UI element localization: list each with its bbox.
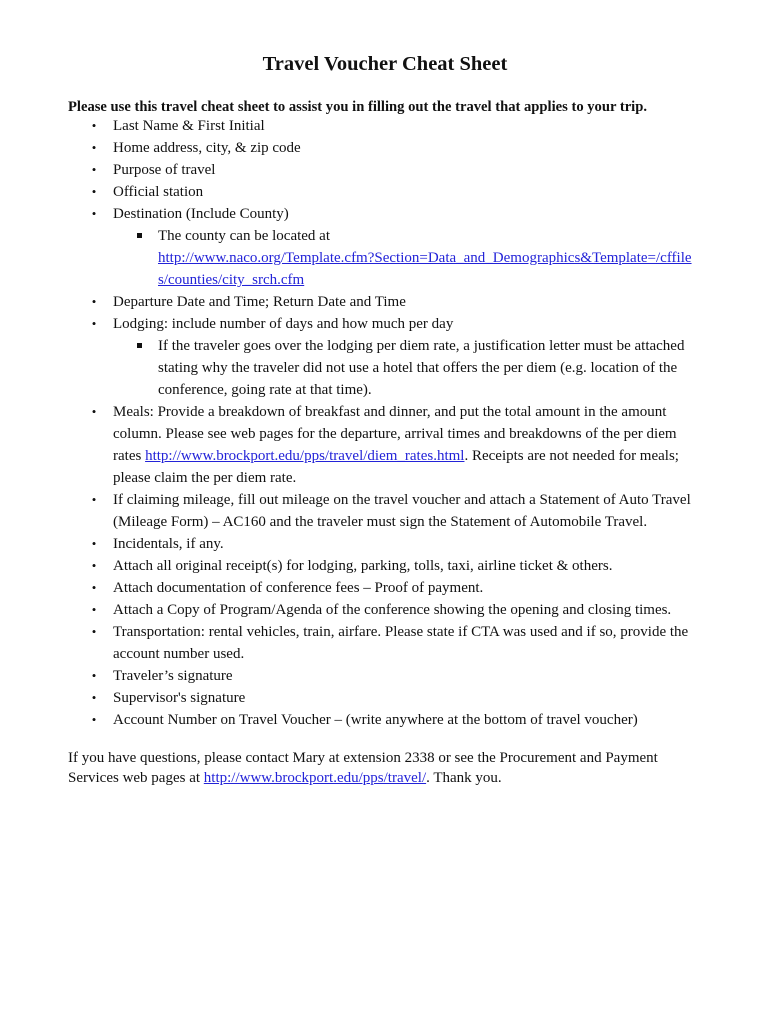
list-item-conference-fees: Attach documentation of conference fees – Proof of payment. (113, 580, 484, 596)
footer-line-1: If you have questions, please contact Mary at extension 2338 or see the Procurement and Payment (68, 750, 658, 766)
bullet-icon: • (91, 580, 97, 595)
list-item-dates: Departure Date and Time; Return Date and Time (113, 294, 406, 310)
list-item-purpose: Purpose of travel (113, 162, 216, 178)
bullet-icon: • (91, 118, 97, 133)
bullet-icon: • (91, 602, 97, 617)
bullet-icon: • (91, 558, 97, 573)
list-item-transportation-l1: Transportation: rental vehicles, train, airfare. Please state if CTA was used and if so, provide the (113, 624, 689, 640)
bullet-icon: • (91, 294, 97, 309)
bullet-icon: • (91, 712, 97, 727)
naco-link-continued[interactable]: s/counties/city_srch.cfm (158, 272, 305, 288)
list-item-supervisor-signature: Supervisor's signature (113, 690, 246, 706)
list-item-mileage-l1: If claiming mileage, fill out mileage on the travel voucher and attach a Statement of Auto Travel (113, 492, 691, 508)
list-item-meals-l4: please claim the per diem rate. (113, 470, 297, 486)
list-item-address: Home address, city, & zip code (113, 140, 301, 156)
meals-rates-text: rates (113, 448, 146, 464)
bullet-icon: • (91, 184, 97, 199)
footer-line-2 (68, 768, 708, 788)
naco-link[interactable]: http://www.naco.org/Template.cfm?Section=Data_and_Demographics&Template=/cffile (158, 250, 692, 266)
bullet-icon: • (91, 624, 97, 639)
sub-item-county: The county can be located at (158, 228, 331, 244)
list-item-meals-l1: Meals: Provide a breakdown of breakfast and dinner, and put the total amount in the amount (113, 404, 667, 420)
square-bullet-icon (137, 233, 142, 238)
list-item-lodging: Lodging: include number of days and how much per day (113, 316, 454, 332)
list-item-agenda: Attach a Copy of Program/Agenda of the conference showing the opening and closing times. (113, 602, 672, 618)
sub-item-lodging-l1: If the traveler goes over the lodging per diem rate, a justification letter must be attached (158, 338, 685, 354)
bullet-icon: • (91, 492, 97, 507)
bullet-icon: • (91, 404, 97, 419)
intro-text: Please use this travel cheat sheet to assist you in filling out the travel that applies to your trip. (68, 99, 647, 115)
bullet-icon: • (91, 536, 97, 551)
bullet-icon: • (91, 690, 97, 705)
footer-text (68, 748, 708, 788)
meals-receipts-text: . Receipts are not needed for meals; (464, 448, 679, 464)
footer-pre-text: Services web pages at (68, 770, 204, 786)
list-item-incidentals: Incidentals, if any. (113, 536, 224, 552)
list-item-account-number: Account Number on Travel Voucher – (write anywhere at the bottom of travel voucher) (113, 712, 638, 728)
travel-pages-link[interactable]: http://www.brockport.edu/pps/travel/ (203, 770, 427, 786)
list-item-meals-l2: column. Please see web pages for the departure, arrival times and breakdowns of the per diem (113, 426, 677, 442)
bullet-icon: • (91, 162, 97, 177)
diem-rates-link[interactable]: http://www.brockport.edu/pps/travel/diem_rates.html (145, 448, 465, 464)
bullet-icon: • (91, 206, 97, 221)
bullet-icon: • (91, 316, 97, 331)
bullet-icon: • (91, 140, 97, 155)
footer-thanks-text: . Thank you. (426, 770, 502, 786)
list-item-meals-l3 (113, 445, 679, 467)
sub-item-lodging-l3: conference, going rate at that time). (158, 382, 372, 398)
list-item-receipts: Attach all original receipt(s) for lodging, parking, tolls, taxi, airline ticket & others. (113, 558, 613, 574)
list-item-official-station: Official station (113, 184, 204, 200)
list-item-transportation-l2: account number used. (113, 646, 245, 662)
sub-item-lodging-l2: stating why the traveler did not use a hotel that offers the per diem (e.g. location of the (158, 360, 678, 376)
list-item-mileage-l2: (Mileage Form) – AC160 and the traveler must sign the Statement of Automobile Travel. (113, 514, 648, 530)
list-item-destination: Destination (Include County) (113, 206, 289, 222)
page-title: Travel Voucher Cheat Sheet (262, 53, 508, 75)
list-item-name: Last Name & First Initial (113, 118, 265, 134)
list-item-traveler-signature: Traveler’s signature (113, 668, 233, 684)
bullet-icon: • (91, 668, 97, 683)
square-bullet-icon (137, 343, 142, 348)
